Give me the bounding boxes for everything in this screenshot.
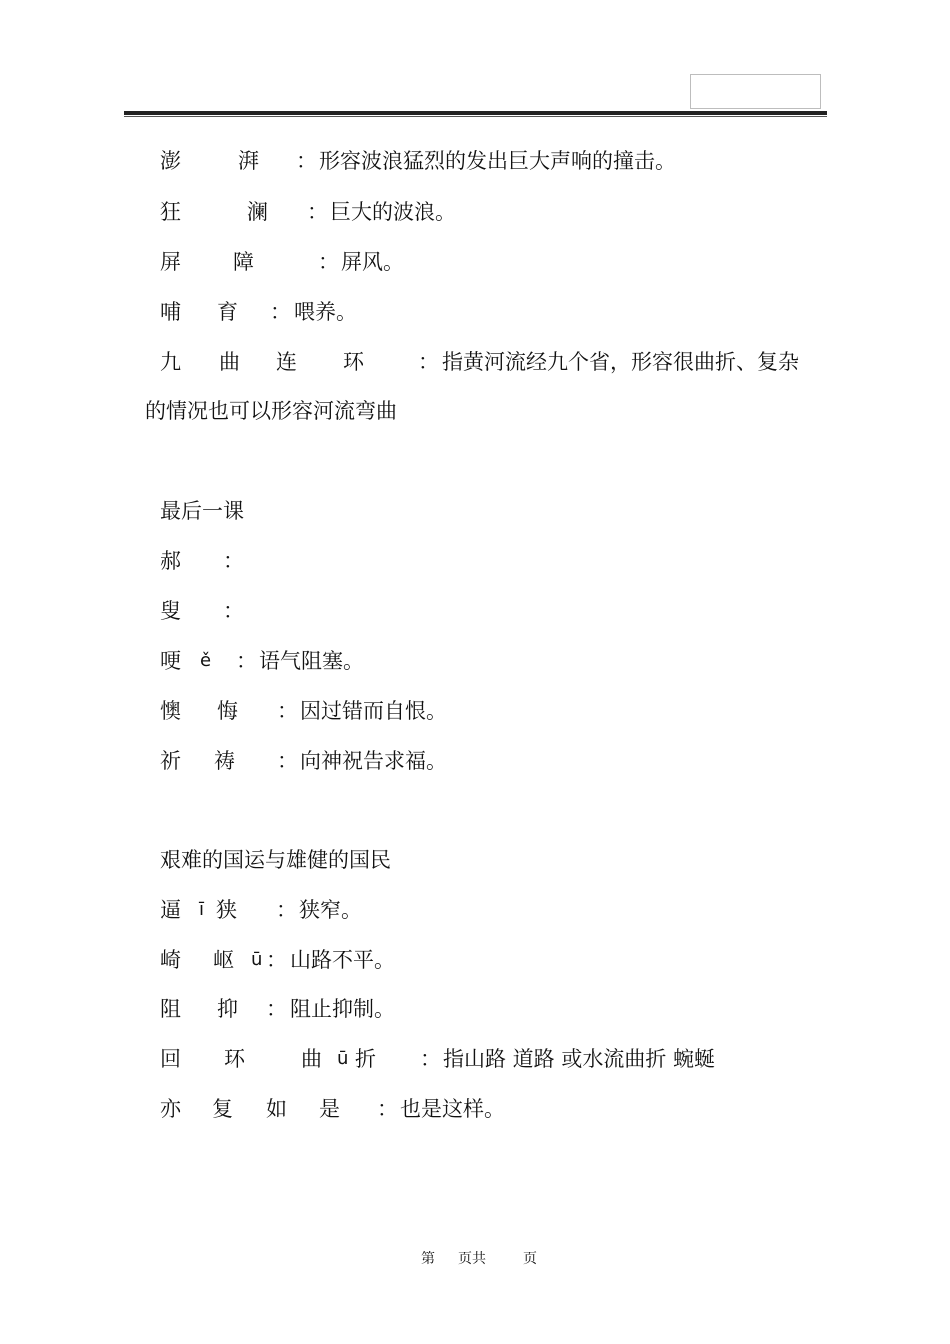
pinyin: ě xyxy=(200,650,212,671)
pinyin: ī xyxy=(199,899,205,920)
section-title: 艰难的国运与雄健的国民 xyxy=(160,848,391,872)
term-char: 哽 xyxy=(160,649,181,673)
term-char: 环 xyxy=(224,1047,245,1071)
term-char: 九 xyxy=(160,350,181,374)
term-char: 叟 xyxy=(160,599,181,623)
definition: 山路不平。 xyxy=(290,948,395,972)
gloss-entry xyxy=(0,249,950,275)
definition: 屏风。 xyxy=(341,250,404,274)
term-char: 岖 xyxy=(213,948,234,972)
colon: ： xyxy=(377,1097,398,1121)
colon: ： xyxy=(270,300,291,324)
term-char: 折 xyxy=(355,1047,376,1071)
colon: ： xyxy=(223,549,244,573)
term-char: 抑 xyxy=(217,997,238,1021)
term-char: 湃 xyxy=(238,149,259,173)
gloss-entry xyxy=(0,548,950,574)
gloss-entry xyxy=(0,299,950,325)
header-rule-thin xyxy=(124,116,827,117)
definition: 狭窄。 xyxy=(299,898,362,922)
gloss-entry xyxy=(0,148,950,174)
definition: 阻止抑制。 xyxy=(290,997,395,1021)
pinyin: ū xyxy=(251,949,263,970)
definition-continuation: 的情况也可以形容河流弯曲 xyxy=(145,399,397,423)
term-char: 回 xyxy=(160,1047,181,1071)
colon: ： xyxy=(418,350,439,374)
gloss-entry xyxy=(0,748,950,774)
definition: 形容波浪猛烈的发出巨大声响的撞击。 xyxy=(319,149,676,173)
section-title: 最后一课 xyxy=(160,499,244,523)
term-char: 如 xyxy=(266,1097,287,1121)
term-char: 环 xyxy=(343,350,364,374)
colon: ： xyxy=(266,997,287,1021)
definition: 因过错而自恨。 xyxy=(300,699,447,723)
footer-page-ye-gong: 页共 xyxy=(458,1251,486,1267)
term-char: 复 xyxy=(212,1097,233,1121)
term-char: 曲 xyxy=(219,350,240,374)
gloss-entry xyxy=(0,648,950,674)
term-char: 祷 xyxy=(214,749,235,773)
colon: ： xyxy=(236,649,257,673)
term-char: 是 xyxy=(319,1097,340,1121)
definition: 指山路 道路 或水流曲折 蜿蜒 xyxy=(443,1047,716,1071)
definition: 喂养。 xyxy=(294,300,357,324)
colon: ： xyxy=(318,250,339,274)
colon: ： xyxy=(420,1047,441,1071)
term-char: 狭 xyxy=(216,898,237,922)
term-char: 屏 xyxy=(160,250,181,274)
term-char: 哺 xyxy=(160,300,181,324)
colon: ： xyxy=(277,749,298,773)
footer-page-ye: 页 xyxy=(523,1251,537,1267)
gloss-entry xyxy=(0,996,950,1022)
footer-page-di: 第 xyxy=(421,1251,435,1267)
definition: 向神祝告求福。 xyxy=(300,749,447,773)
definition: 也是这样。 xyxy=(400,1097,505,1121)
gloss-entry xyxy=(0,199,950,225)
gloss-entry xyxy=(0,598,950,624)
gloss-entry xyxy=(0,897,950,923)
header-box xyxy=(690,74,821,109)
term-char: 郝 xyxy=(160,549,181,573)
term-char: 连 xyxy=(276,350,297,374)
term-char: 亦 xyxy=(160,1097,181,1121)
colon: ： xyxy=(307,200,328,224)
term-char: 澎 xyxy=(160,149,181,173)
colon: ： xyxy=(296,149,317,173)
colon: ： xyxy=(277,699,298,723)
gloss-entry xyxy=(0,1046,950,1072)
gloss-entry xyxy=(0,1096,950,1122)
pinyin: ū xyxy=(337,1048,349,1069)
definition: 指黄河流经九个省，形容很曲折、复杂 xyxy=(442,350,799,374)
term-char: 曲 xyxy=(301,1047,322,1071)
colon: ： xyxy=(276,898,297,922)
term-char: 育 xyxy=(217,300,238,324)
definition: 语气阻塞。 xyxy=(259,649,364,673)
header-rule xyxy=(124,111,827,115)
definition: 巨大的波浪。 xyxy=(330,200,456,224)
term-char: 懊 xyxy=(160,699,181,723)
term-char: 崎 xyxy=(160,948,181,972)
term-char: 逼 xyxy=(160,898,181,922)
gloss-entry xyxy=(0,947,950,973)
colon: ： xyxy=(223,599,244,623)
term-char: 障 xyxy=(233,250,254,274)
term-char: 悔 xyxy=(217,699,238,723)
gloss-entry xyxy=(0,349,950,375)
term-char: 澜 xyxy=(247,200,268,224)
gloss-entry xyxy=(0,698,950,724)
colon: ： xyxy=(266,948,287,972)
term-char: 祈 xyxy=(160,749,181,773)
term-char: 阻 xyxy=(160,997,181,1021)
term-char: 狂 xyxy=(160,200,181,224)
